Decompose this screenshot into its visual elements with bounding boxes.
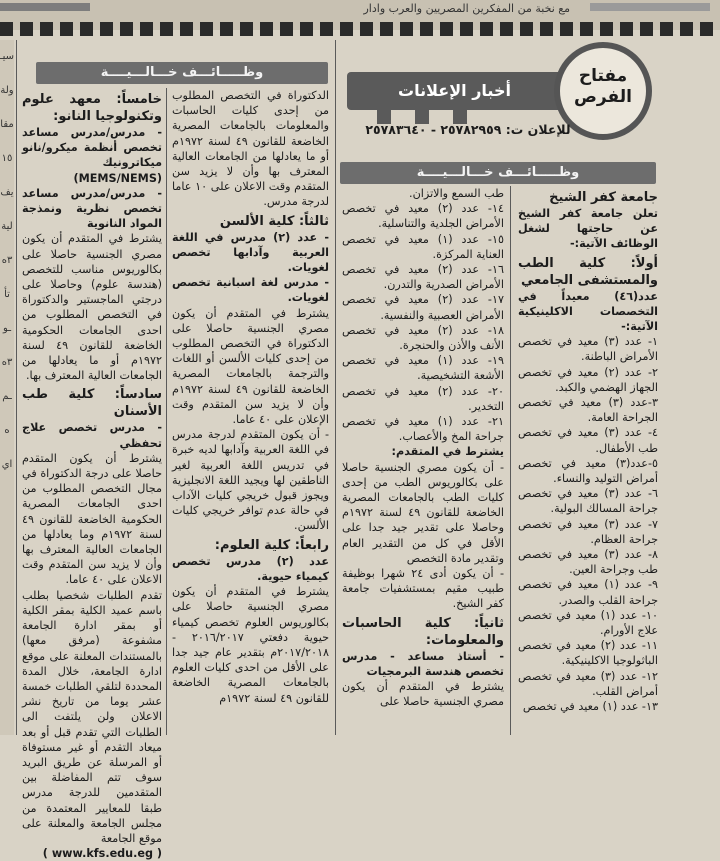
paragraph: ١٥- عدد (١) معيد في تخصص العناية المركزة. xyxy=(342,232,505,261)
paragraph: ١٠- عدد (١) معيد في تخصص علاج الأورام. xyxy=(518,608,658,638)
paragraph: تعلن جامعة كفر الشيخ عن حاجتها لشغل الوظائف الآتية:- xyxy=(518,207,658,251)
paragraph: ١٢- عدد (٣) معيد في تخصص أمراض القلب. xyxy=(518,669,658,698)
banner-vacancies-right: وظـــــائـــف خـــالـــيــــة xyxy=(340,162,656,184)
paragraph: تقدم الطلبات شخصيا بطلب باسم عميد الكلية بمقر الكلية أو بمقر ادارة الجامعة مشفوعة (مرفق معها) بالمستندات المعلنة على موقع ادارة الجامعة، خلال المدة المحددة لتلقي الطلبات خمسة عشر يوما من تاريخ نشر الاعلان ولن يلتفت الى الطلبات التي تقدم قبل أو بعد ميعاد التقدم أو غير مستوفاة أو المرسلة عن طريق البريد سوف تتم المفاضلة بين المتقدمين للدرجة مدرس طبقا للمعايير المعتمدة من مجلس الجامعة والمعلنة على موقع الجامعة xyxy=(22,588,162,845)
ads-phone-line: للإعلان ت: ٢٥٧٨٢٩٥٩ - ٢٥٧٨٣٦٤٠ xyxy=(365,122,571,137)
margin-fragment: اي xyxy=(1,459,13,470)
column-rule xyxy=(510,186,511,735)
paragraph: ٤- عدد (٣) معيد في تخصص طب الأطفال. xyxy=(518,426,658,455)
section-heading: جامعة كفر الشيخ xyxy=(549,190,658,205)
paragraph: الدكتوراة في التخصص المطلوب من إحدى كليات الحاسبات والمعلومات بالجامعات المصرية الخاضعة للقانون ٤٩ لسنة ١٩٧٢م أو ما يعادلها من الجامعات العالية المعترف بها وأن لا يزيد سن المتقدم وقت الاعلان على ١٠ عاما لدرجة مدرس. xyxy=(172,89,329,209)
paragraph: - مدرس/مدرس مساعد تخصص نظرية ونمذجة المواد النانوية xyxy=(22,186,162,231)
paragraph: ٢١- عدد (١) معيد في تخصص جراحة المخ والأعصاب. xyxy=(342,415,505,444)
paragraph: - مدرس/مدرس مساعد تخصص أنظمة ميكرو/نانو ميكاترونيك (MEMS/NEMS) xyxy=(22,126,162,185)
paragraph: ١٤- عدد (٢) معيد في تخصص الأمراض الجلدية والتناسلية. xyxy=(342,202,505,231)
paragraph: يشترط في المتقدم أن يكون مصري الجنسية حاصلا على xyxy=(342,680,504,709)
paragraph: - مدرس تخصص علاج تحفظي xyxy=(22,421,162,450)
paragraph: ( www.kfs.edu.eg ) xyxy=(42,847,162,861)
paragraph: ٢- عدد (٢) معيد في تخصص الجهاز الهضمي والكبد. xyxy=(518,365,658,394)
margin-fragment: تأ xyxy=(4,289,10,300)
paragraph: ٣-عدد (٣) معيد في تخصص الجراحة العامة. xyxy=(518,396,658,425)
left-margin-fragments xyxy=(0,40,14,735)
paragraph: ١٩- عدد (١) معيد في تخصص الأشعة التشخيصية. xyxy=(342,354,505,383)
section-heading: رابعاً: كلية العلوم: xyxy=(214,537,329,553)
paragraph: - أن يكون المتقدم لدرجة مدرس في اللغة العربية وآدابها لديه خبرة في تدريس اللغة العربية لغير الناطقين لها ويجيد اللغة الانجليزية ويجوز قبول خريجي كليات الآداب في حالة عدم توافر خريجي كليات الألسن. xyxy=(172,428,329,533)
column-rule xyxy=(335,40,336,735)
key-title-line2: الفرص xyxy=(574,87,632,107)
margin-fragment: ٣ه xyxy=(1,357,13,368)
key-badge xyxy=(337,42,662,162)
paragraph: ٧- عدد (٣) معيد في تخصص جراحة العظام. xyxy=(518,517,658,546)
paragraph: - أن يكون مصري الجنسية حاصلا على بكالوريوس الطب من إحدى كليات الطب بالجامعات المصرية الخاضعة للقانون ٤٩ لسنة ١٩٧٢م وحاصلا على تقدير جيد جدا على الأقل في كل من التقدير العام وتقدير مادة التخصص xyxy=(342,460,504,565)
dashed-divider xyxy=(0,22,720,36)
paragraph: يشترط أن يكون المتقدم حاصلا على درجة الدكتوراة في مجال التخصص المطلوب من احدى الجامعات المصرية الحكومية الخاضعة للقانون ٤٩ لسنة ١٩٧٢م وما يعادلها من الجامعات العالية المعترف بها وأن لا يزيد سن المتقدم وقت الاعلان على ٤٠ عاما. xyxy=(22,451,162,587)
paragraph: عدد (٢) مدرس تخصص كيمياء حيوية. xyxy=(172,554,329,583)
paragraph: ١٨- عدد (٢) معيد في تخصص الأنف والأذن والحنجرة. xyxy=(342,323,505,353)
paragraph: ١٧- عدد (٢) معيد في تخصص الأمراض العصبية والنفسية. xyxy=(342,293,505,322)
margin-fragment: سيـ xyxy=(0,51,14,62)
margin-fragment: ـم xyxy=(2,391,12,402)
paragraph: ١- عدد (٣) معيد في تخصص الأمراض الباطنة. xyxy=(518,335,658,364)
paragraph: ٨- عدد (٣) معيد في تخصص طب وجراحة العين. xyxy=(518,548,658,577)
margin-fragment: ه xyxy=(4,425,10,436)
margin-fragment: مقا xyxy=(0,119,14,130)
margin-fragment: ١٥ xyxy=(1,153,13,164)
column-4 xyxy=(22,88,162,861)
paragraph: ١١- عدد (٢) معيد في تخصص الباثولوجيا الاكلينيكية. xyxy=(518,639,658,668)
column-1 xyxy=(518,186,658,735)
top-strip-bar-left xyxy=(0,3,90,11)
paragraph: ١٦- عدد (٢) معيد في تخصص الأمراض الصدرية والتدرن. xyxy=(342,263,505,292)
paragraph: ١٣- عدد (١) معيد في تخصص xyxy=(522,700,658,714)
top-strip-bar-right xyxy=(590,3,710,11)
margin-fragment: ولة xyxy=(0,85,14,96)
section-heading: أولاً: كلية الطب والمستشفى الجامعي xyxy=(518,255,658,288)
margin-fragment: يف xyxy=(0,187,14,198)
paragraph: ٦- عدد (٣) معيد في تخصص جراحة المسالك البولية. xyxy=(518,487,658,516)
section-heading: ثانياً: كلية الحاسبات والمعلومات: xyxy=(342,615,504,648)
section-heading: سادساً: كلية طب الأسنان xyxy=(22,387,162,420)
paragraph: ٥-عدد(٣) معيد في تخصص أمراض التوليد والنساء. xyxy=(518,456,658,486)
paragraph: يشترط في المتقدم: xyxy=(391,445,504,459)
top-strip-text: مع نخبة من المفكرين المصريين والعرب وادار xyxy=(363,2,570,15)
paragraph: ٢٠- عدد (٢) معيد في تخصص التخدير. xyxy=(342,384,505,413)
margin-fragment: لية xyxy=(1,221,13,232)
column-rule xyxy=(16,40,17,735)
column-rule xyxy=(166,88,167,735)
key-title-line1: مفتاح xyxy=(578,66,628,86)
paragraph: - أن يكون أدى ٢٤ شهرا بوظيفة طبيب مقيم بمستشفيات جامعة كفر الشيخ. xyxy=(342,567,504,611)
section-heading: خامساً: معهد علوم وتكنولوجيا النانو: xyxy=(22,92,162,124)
column-3 xyxy=(172,88,329,735)
paragraph: يشترط في المتقدم أن يكون مصري الجنسية حاصلا على بكالوريوس مناسب للتخصص (هندسة علوم) وحاصلا على درجتي الماجستير والدكتوراة في التخصص المطلوب من احدى الجامعات الحكومية الخاضعة للقانون ٤٩ لسنة ١٩٧٢م أو ما يعادلها من الجامعات العالية المعترف بها. xyxy=(22,232,162,383)
margin-fragment: ـو xyxy=(2,323,12,334)
margin-fragment: ٣ه xyxy=(1,255,13,266)
paragraph: - عدد (٢) مدرس في اللغة العربية وآدابها تخصص لغويات. xyxy=(172,230,329,275)
paragraph: طب السمع والاتزان. xyxy=(409,187,504,200)
paragraph: يشترط في المتقدم أن يكون مصري الجنسية حاصلا على بكالوريوس العلوم تخصص كيمياء حيوية دفعتي ٢٠١٦/٢٠١٧ - ٢٠١٧/٢٠١٨م بتقدير عام جيد جدا على الأقل من احدى كليات العلوم بالجامعات المصرية الخاضعة للقانون ٤٩ لسنة ١٩٧٢م xyxy=(172,585,329,705)
column-2 xyxy=(342,186,504,735)
banner-vacancies-left: وظـــــائـــف خـــالـــيــــة xyxy=(36,62,328,84)
paragraph: ٩- عدد (١) معيد في تخصص جراحة القلب والصدر. xyxy=(518,578,658,607)
paragraph: يشترط في المتقدم أن يكون مصري الجنسية حاصلا على الدكتوراة في التخصص المطلوب من إحدى كليات الألسن أو اللغات والترجمة بالجامعات المصرية الخاضعة للقانون ٤٩ لسنة ١٩٧٢م وأن لا يزيد سن المتقدم وقت الإعلان على ٤٠ عاما. xyxy=(172,306,329,427)
paragraph: - أستاذ مساعد - مدرس تخصص هندسة البرمجيات xyxy=(342,649,504,678)
paragraph: - مدرس لغة اسبانية تخصص لغويات. xyxy=(172,276,329,305)
section-heading: ثالثاً: كلية الألسن xyxy=(219,213,329,229)
paragraph: عدد(٤٦) معيداً في التخصصات الاكلينيكية الآتية:- xyxy=(518,289,658,334)
key-shaft-title: أخبار الإعلانات xyxy=(347,72,562,110)
